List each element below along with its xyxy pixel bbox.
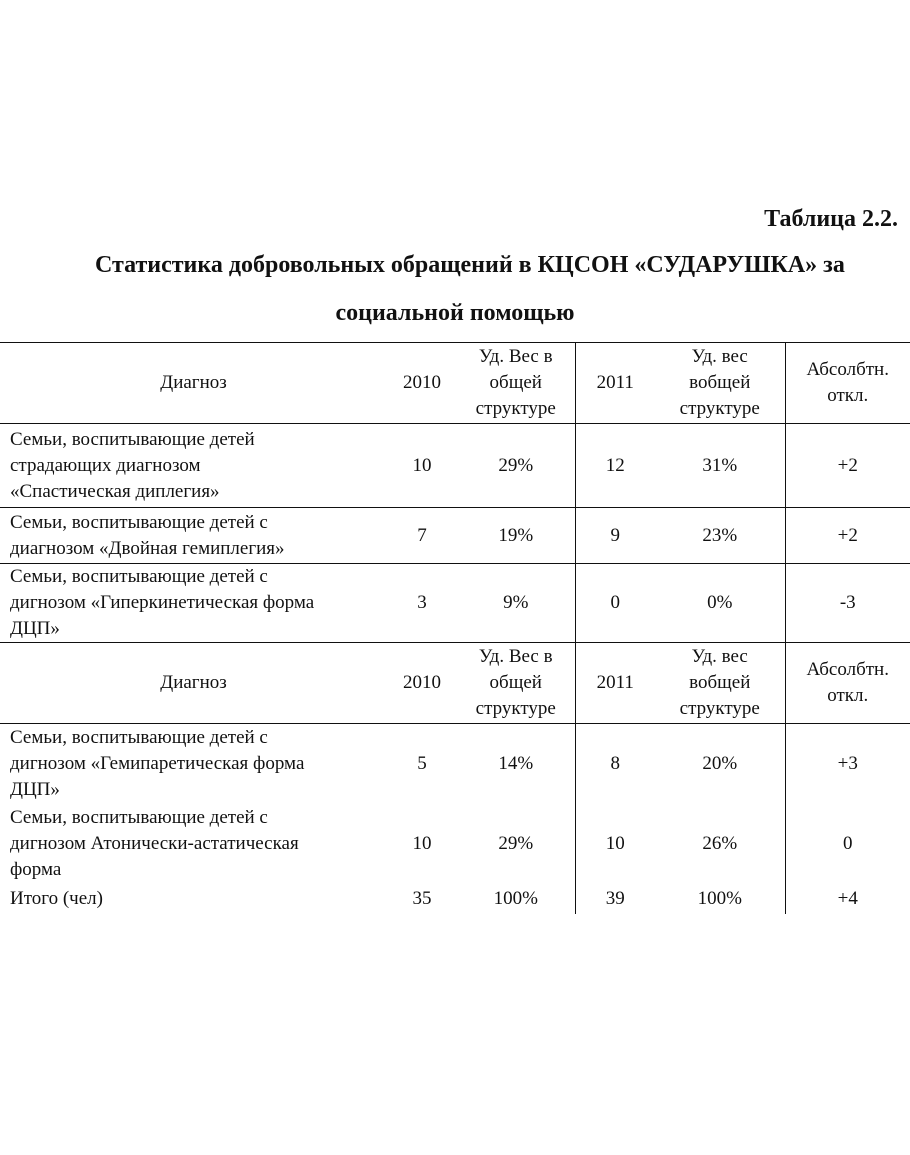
header-share-2010 [457,343,575,424]
header-2011: 2011 [575,343,655,424]
cell-abs: 0 [785,804,910,884]
diagnosis-line: дигнозом «Гиперкинетическая форма [10,592,315,613]
table-row [0,508,910,564]
header-2010: 2010 [387,643,457,724]
cell-share-2011: 31% [702,454,738,476]
table-row [0,724,910,804]
diagnosis-line: Семьи, воспитывающие детей с [10,511,268,533]
diagnosis-line: диагнозом «Двойная гемиплегия» [10,537,285,559]
diagnosis-line: ДЦП» [10,778,60,800]
cell-2010: 3 [387,564,457,643]
header-abs-line: Абсолбтн. [806,359,889,380]
table-row [0,804,910,884]
cell-share-2010: 100% [457,884,575,914]
diagnosis-line: форма [10,858,62,880]
diagnosis-line: «Спастическая диплегия» [10,480,220,502]
header-share-2010 [457,643,575,724]
header-2010: 2010 [387,343,457,424]
header-share-2011 [655,643,785,724]
diagnosis-line: дигнозом «Гемипаретическая форма [10,752,305,774]
cell-abs: -3 [785,564,910,643]
diagnosis-line: Семьи, воспитывающие детей с [10,726,268,748]
diagnosis-line: Семьи, воспитывающие детей с [10,806,268,828]
cell-share-2010: 29% [457,804,575,884]
header-diagnosis: Диагноз [0,343,387,424]
header-share-2011-line: вобщей [689,372,751,393]
header-abs-line: откл. [827,685,869,706]
row-diagnosis [0,508,387,564]
cell-share-2011: 20% [702,752,738,774]
diagnosis-line: страдающих диагнозом [10,454,201,476]
header-share-2010-line: общей [489,372,542,393]
header-diagnosis: Диагноз [0,643,387,724]
diagnosis-line: Итого (чел) [10,887,103,909]
header-share-2010-line: общей [489,672,542,693]
statistics-table [0,342,910,914]
cell-abs: +3 [785,724,910,804]
header-share-2011-line: Уд. вес [691,346,748,367]
row-diagnosis [0,804,387,884]
table-caption: Таблица 2.2. [764,206,898,232]
row-diagnosis [0,724,387,804]
cell-2011: 8 [610,752,620,774]
table-row [0,564,910,643]
cell-share-2010: 29% [457,424,575,508]
header-share-2010-line: структуре [475,698,556,719]
header-2011: 2011 [575,643,655,724]
header-share-2011-line: Уд. вес [691,646,748,667]
cell-2010: 10 [412,454,432,476]
cell-2010: 10 [412,832,432,854]
cell-2010: 7 [387,508,457,564]
cell-2010: 35 [412,887,432,909]
cell-share-2011: 100% [697,887,742,909]
header-abs-deviation [785,343,910,424]
diagnosis-line: Семьи, воспитывающие детей [10,428,255,450]
header-share-2011-line: структуре [679,698,760,719]
header-share-2011-line: структуре [679,398,760,419]
row-diagnosis [0,424,387,508]
cell-share-2010: 14% [457,724,575,804]
cell-2011: 9 [575,508,655,564]
header-share-2010-line: Уд. Вес в [478,646,553,667]
header-row [0,343,910,424]
total-row [0,884,910,914]
header-share-2010-line: структуре [475,398,556,419]
cell-share-2011: 0% [655,564,785,643]
cell-2010: 5 [417,752,427,774]
header-abs-line: Абсолбтн. [806,659,889,680]
cell-abs: +4 [785,884,910,914]
cell-share-2010: 9% [457,564,575,643]
cell-share-2010: 19% [457,508,575,564]
header-share-2011-line: вобщей [689,672,751,693]
cell-share-2011: 23% [655,508,785,564]
cell-2011: 12 [605,454,625,476]
cell-abs: +2 [785,508,910,564]
cell-2011: 0 [575,564,655,643]
diagnosis-line: ДЦП» [10,618,60,639]
header-share-2011 [655,343,785,424]
table-title-line-1: Статистика добровольных обращений в КЦСОН «СУДАРУШКА» за [95,252,845,278]
diagnosis-line: дигнозом Атонически-астатическая [10,832,299,854]
header-abs-line: откл. [827,385,869,406]
header-row [0,643,910,724]
header-share-2010-line: Уд. Вес в [478,346,553,367]
table-title-line-2: социальной помощью [335,300,575,326]
table-row [0,424,910,508]
cell-abs: +2 [785,424,910,508]
cell-2011: 39 [605,887,625,909]
header-abs-deviation [785,643,910,724]
row-diagnosis [0,884,387,914]
cell-share-2011: 26% [702,832,738,854]
diagnosis-line: Семьи, воспитывающие детей с [10,566,268,587]
cell-2011: 10 [605,832,625,854]
row-diagnosis [0,564,387,643]
